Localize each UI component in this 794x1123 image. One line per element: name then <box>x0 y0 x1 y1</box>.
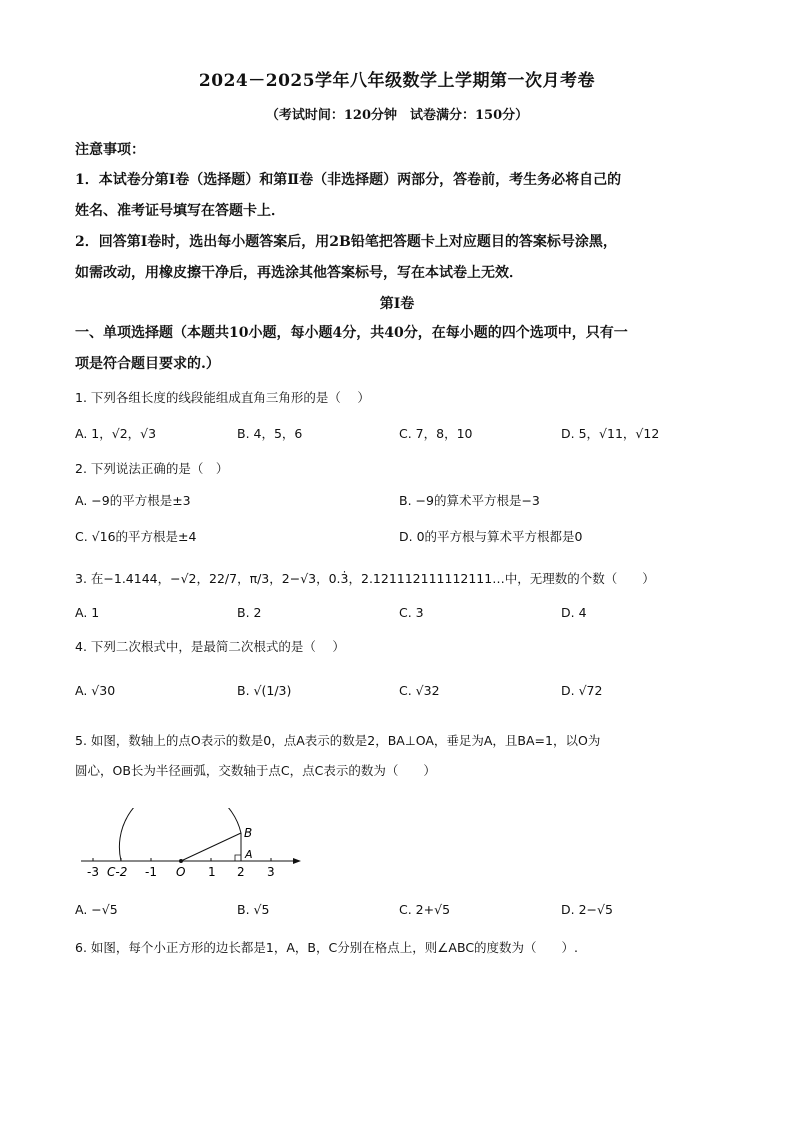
section-one-line-1: 一、单项选择题（本题共10小题，每小题4分，共40分，在每小题的四个选项中，只有一 <box>75 325 628 341</box>
question-2-stem: 2. 下列说法正确的是（ ） <box>75 461 229 476</box>
question-4-option-b: B. √(1/3) <box>237 683 292 698</box>
arc-ob <box>119 808 241 861</box>
question-4-stem: 4. 下列二次根式中，是最简二次根式的是（ ） <box>75 639 345 654</box>
tick-label-3: 3 <box>267 865 275 879</box>
question-5-option-d: D. 2−√5 <box>561 902 613 917</box>
notice-item-2-line-1: 2．回答第Ⅰ卷时，选出每小题答案后，用2B铅笔把答题卡上对应题目的答案标号涂黑， <box>75 234 617 250</box>
notice-heading: 注意事项： <box>75 142 145 158</box>
question-2-option-b: B. −9的算术平方根是−3 <box>399 493 540 508</box>
question-5-option-c: C. 2+√5 <box>399 902 451 917</box>
question-4-option-c: C. √32 <box>399 683 440 698</box>
tick-label-1: 1 <box>208 865 216 879</box>
tick-label-minus-3: -3 <box>87 865 99 879</box>
question-2-option-c: C. √16的平方根是±4 <box>75 529 197 544</box>
question-3-option-b: B. 2 <box>237 605 262 620</box>
question-1-stem: 1. 下列各组长度的线段能组成直角三角形的是（ ） <box>75 390 370 405</box>
notice-item-1-line-2: 姓名、准考证号填写在答题卡上． <box>75 203 285 219</box>
question-5-option-a: A. −√5 <box>75 902 118 917</box>
point-o-dot <box>179 859 183 863</box>
question-3-option-d: D. 4 <box>561 605 587 620</box>
question-1-option-d: D. 5，√11，√12 <box>561 426 660 441</box>
question-5-stem-line-2: 圆心，OB长为半径画弧，交数轴于点C，点C表示的数为（ ） <box>75 763 436 778</box>
question-6-stem: 6. 如图，每个小正方形的边长都是1，A，B，C分别在格点上，则∠ABC的度数为（ ）. <box>75 940 579 955</box>
exam-title: 2024－2025学年八年级数学上学期第一次月考卷 <box>198 71 596 91</box>
number-line-figure <box>75 808 315 886</box>
notice-item-1-line-1: 1．本试卷分第Ⅰ卷（选择题）和第Ⅱ卷（非选择题）两部分，答卷前，考生务必将自己的 <box>75 172 622 188</box>
label-point-a: A <box>245 848 253 861</box>
tick-label-minus-1: -1 <box>145 865 157 879</box>
question-2-option-a: A. −9的平方根是±3 <box>75 493 191 508</box>
question-4-option-d: D. √72 <box>561 683 603 698</box>
right-angle-mark <box>235 855 241 861</box>
axis-arrow <box>293 858 301 864</box>
part-one-label: 第Ⅰ卷 <box>379 296 415 312</box>
question-5-stem-line-1: 5. 如图，数轴上的点O表示的数是0，点A表示的数是2，BA⊥OA，垂足为A，且BA=1，以O为 <box>75 733 601 748</box>
exam-subtitle: （考试时间：120分钟 试卷满分：150分） <box>265 108 529 123</box>
question-2-option-d: D. 0的平方根与算术平方根都是0 <box>399 529 583 544</box>
question-3-option-c: C. 3 <box>399 605 424 620</box>
question-3-option-a: A. 1 <box>75 605 100 620</box>
segment-ob <box>181 833 241 861</box>
question-1-option-a: A. 1，√2，√3 <box>75 426 157 441</box>
notice-item-2-line-2: 如需改动，用橡皮擦干净后，再选涂其他答案标号，写在本试卷上无效． <box>75 265 523 281</box>
question-3-stem: 3. 在−1.4144，−√2，22/7，π/3，2−√3，0.3̇，2.121112111112111…中，无理数的个数（ ） <box>75 571 655 586</box>
question-1-option-c: C. 7，8，10 <box>399 426 473 441</box>
tick-label-2: 2 <box>237 865 245 879</box>
tick-label-o: O <box>176 865 186 879</box>
question-5-option-b: B. √5 <box>237 902 270 917</box>
tick-label-c: C-2 <box>107 865 128 879</box>
section-one-line-2: 项是符合题目要求的.） <box>75 356 220 372</box>
label-point-b: B <box>244 826 253 840</box>
question-4-option-a: A. √30 <box>75 683 116 698</box>
question-1-option-b: B. 4，5，6 <box>237 426 303 441</box>
